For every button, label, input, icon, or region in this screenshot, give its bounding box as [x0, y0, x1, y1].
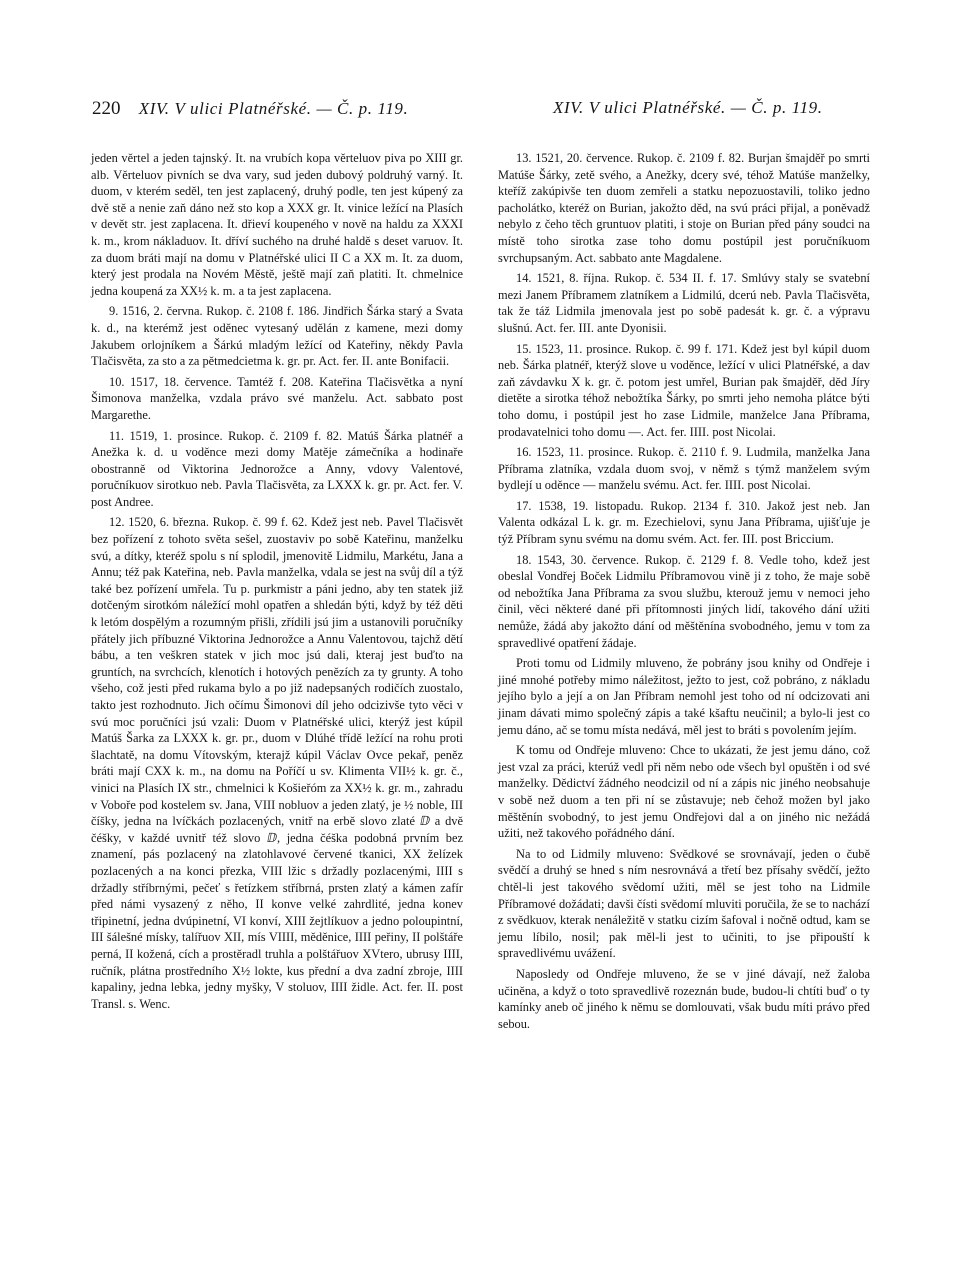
paragraph: Na to od Lidmily mluveno: Svědkové se srovnávají, jeden o čubě svědčí a druhý se hned s ním nesrovnává a třetí bez přísahy svědčí, ježto chtěl-li jest takového svědomí užiti, měl se jest toho na Lidmile Příbramové dožádati; davši čísti svědomí mluviti poručila, že se to nachází z svědkuov, kterak nenáležitě v statku cizím šafoval i nočně odtud, kam se jemu líbilo, nosil; pak měl-li jest to učiniti, to jse připouští k spravedlivému uvážení.: [498, 846, 870, 961]
paragraph: 17. 1538, 19. listopadu. Rukop. 2134 f. 310. Jakož jest neb. Jan Valenta odkázal L k. gr. m. Ezechielovi, synu Jana Příbrama, ujišťuje je týž Příbram synu svému na domu svém. Act. fer. III. post Briccium.: [498, 498, 870, 547]
paragraph: 14. 1521, 8. října. Rukop. č. 534 II. f. 17. Smlúvy staly se svatební mezi Janem Příbramem zlatníkem a Lidmilú, dcerú neb. Pavla Tlačisvěta, tak že táž Lidmila jmenovala jest po sobě padesát k. gr. č. a výpravu slušnú. Act. fer. III. ante Dyonisii.: [498, 271, 870, 335]
paragraph: jeden věrtel a jeden tajnský. It. na vrubích kopa věrteluov piva po XIII gr. alb. Věrteluov pivních se dva vary, sud jeden dubový poldruhý varný. It. duom, v kterém seděl, ten jest zaplacený, druhý podle, ten jest kúpený za dvě stě a nenie zaň dáno než sto kop a XXX gr. It. vinice ležící na Plasích v devět str. jest zaplacena. It. dřieví koupeného v nově na haldu za XXXI k. m., krom nákladuov. It. dříví suchého na druhé haldě s deset varuov. It. za duom bráti mají na domu v Platnéřské ulici II C a XX m. It. za duom, který jest prodala na Novém Městě, ještě mají zaň platiti. It. chmelnice jedna koupená za XX½ k. m. a ta jest zaplacena.: [91, 151, 463, 298]
paragraph: 11. 1519, 1. prosince. Rukop. č. 2109 f. 82. Matúš Šárka platnéř a Anežka k. d. u voděnce mezi domy Matěje zámečníka a hodinaře obostranně od Viktorina Jednorožce a Anny, vdovy Valentové, poručníkuov sirotkuo neb. Pavla Tlačisvěta, za LXXX k. gr. pr. Act. fer. V. post Andree.: [91, 428, 463, 509]
paragraph: 9. 1516, 2. června. Rukop. č. 2108 f. 186. Jindřich Šárka starý a Svata k. d., na kterémž jest oděnec vytesaný udělán z kamene, mezi domy Jakubem orlojníkem a Šárkú mladým ležící od Kateřiny, někdy Pavla Tlačisvěta, za sto a za pětmedcietma k. gr. pr. Act. fer. II. ante Bonifacii.: [91, 304, 463, 369]
left-text-column: [91, 150, 463, 1016]
right-text-column: [498, 150, 870, 1036]
paragraph: K tomu od Ondřeje mluveno: Chce to ukázati, že jest jemu dáno, což jest vzal za práci, kterúž vedl při něm nebo ode všech byl opuštěn i od své manželky. Dědictví žádného neodcizil od ní a zápis nic jiného neobsahuje v sobě než duom a ten při ní se zůstavuje; neb čehož možen byl jako měštěnín svobodný, to jest jemu Ondřejovi dal a on jiného nic nežádá užiti, než takového pořádného dání.: [498, 743, 870, 841]
paragraph: 15. 1523, 11. prosince. Rukop. č. 99 f. 171. Kdež jest byl kúpil duom neb. Šárka platnéř, kterýž slove u voděnce, ležící v ulici Platnéřské, a dav zaň závdavku X k. gr. č. potom jest umřel, Burian pak šmajděř, děd Jíry dietěte a sirotka téhož nebožtíka Šárky, po smrti jeho nemoha plátce býti toho domu, i postúpil jest ho zase Lidmile, manželce Jana Příbrama, prodavatelnici toho domu —. Act. fer. IIII. post Nicolai.: [498, 341, 870, 439]
paragraph: Naposledy od Ondřeje mluveno, že se v jiné dávají, než žaloba učiněna, a když o toto spravedlivě rozeznán bude, budou-li chtíti buď o ty kamínky aneb oč jiného k němu se domlouvati, však budu míti právo před sebou.: [498, 966, 870, 1031]
paragraph: Proti tomu od Lidmily mluveno, že pobrány jsou knihy od Ondřeje i jiné mnohé potřeby mimo náležitost, ježto to jest, což pobráno, z nákladu jejího bylo a její a on Jan Příbram nemohl jest toho od ní odcizovati ani jinam dávati mimo společný zápis a také kšaftu neučinil; a bylo-li jest co jemu dáno, ač se tomu místa nedává, měl jest to bráti s povolením jejím.: [498, 656, 870, 737]
left-page-header: [92, 98, 452, 128]
paragraph: 10. 1517, 18. července. Tamtéž f. 208. Kateřina Tlačisvětka a nyní Šimonova manželka, vzdala právo své manželu. Act. sabbato post Margarethe.: [91, 374, 463, 422]
right-page-header: [553, 98, 853, 128]
right-running-title: XIV. V ulici Platnéřské. — Č. p. 119.: [553, 98, 823, 117]
paragraph: 16. 1523, 11. prosince. Rukop. č. 2110 f. 9. Ludmila, manželka Jana Příbrama zlatníka, vzdala duom svoj, v němž s týmž manželem svým bydlejí u oděnce — manželu svému. Act. fer. IIII. post Nicolai.: [498, 445, 870, 493]
paragraph: 12. 1520, 6. března. Rukop. č. 99 f. 62. Kdež jest neb. Pavel Tlačisvět bez pořízení z tohoto světa sešel, zuostaviv po sobě Kateřinu, manželku svú, a dítky, kteréž spolu s ní splodil, jmenovitě Lidmilu, Markétu, Jana a Annu; též pak Kateřina, neb. Pavla manželka, vdala se jest na svůj díl a týž také bez pořízení umřela. Tu p. purkmistr a páni jedno, aby ten statek již dotčeným sirotkóm náležící mohl opatřen a shledán býti, když by též děti k letóm dospělým a rozumným přišli, zřídili jsú jim a ustanovili poručníky přátely jich příbuzné Viktorina Jednorožce a Annu Valentovou, tajchž dětí bábu, a ten veškren statek v jich moc jsú dali, kteraj jest buďto na gruntích, na svrchcích, klenotích i hotových penězích za ty grunty. A toho všeho, což jesti před rukama bylo a po již nadepsaných rodičích zuostalo, takto jest rozhodnuto. Jich očímu Šimonovi díl jeho odcizivše tyto věci v svú moc poručníci jsú vzali: Duom v Platnéřské ulici, kterýž jest kúpil Matúš Šarka za LXXX k. gr. pr., duom v Dlúhé třídě ležící na rohu proti šlachtatě, na domu Vítovským, kterajž kúpil Václav Ovce pekař, peněz bráti mají CXX k. m., na domu na Poříčí u sv. Klimenta VII½ k. gr. č., vinici na Plasích IX str., chmelnici k Košieřóm za XX½ k. gr. m., zahradu v Voboře pod kostelem sv. Jana, VIII nobluov a jeden zlatý, je ½ noble, III číšky, jedna na lvíčkách pozlacených, vnitř na erbě slovo zlaté ⅅ a dvě čéšky, v každé uvnitř též slovo ⅅ, jedna čéška podobná prvním bez znamení, pás pozlacený na zlatohlavové červené tkanici, XX želízek pozlacených a na konci přezka, VIII lžic s držadly pozlacenými, IIII s držadly stříbrnými, pečeť s řetízkem stříbrná, prsten zlatý a kámen zafír před námi vysazený z něho, II konve velké zahrdlité, jedna konev třipinetní, jedna dvúpinetní, VI konví, XIII žejtlíkuov a jedno poloupintní, III šálešné mísky, talířuov XII, mís VIIII, měděnice, IIII peřiny, II polštáře perná, II kožená, cích a prostěradl truhla a polštářuov XVtero, ubrusy IIII, ručník, plátna prostředního X½ lokte, kus přední a dva zadní zbroje, IIII kapaliny, jedna lebka, jedny myšky, V stoluov, IIII židle. Act. fer. II. post Transl. s. Wenc.: [91, 515, 463, 1011]
paragraph: 13. 1521, 20. července. Rukop. č. 2109 f. 82. Burjan šmajděř po smrti Matúše Šárky, zetě svého, a Anežky, dcery své, téhož Matúše manželky, kteříž zakúpivše ten duom zemřeli a statku nepozuostavili, toliko jedno pacholátko, kteréž on Burian, jakožto děd, na svú práci přijal, a poněvadž nebylo z čeho těch gruntuov platiti, i stoje on Burian před pány soudci na místě toho sirotka zase toho domu postúpil jest poručníkuom svrchupsaným. Act. sabbato ante Magdalene.: [498, 151, 870, 265]
page-number: 220: [92, 98, 121, 119]
left-running-title: XIV. V ulici Platnéřské. — Č. p. 119.: [138, 99, 409, 118]
paragraph: 18. 1543, 30. července. Rukop. č. 2129 f. 8. Vedle toho, kdež jest obeslal Vondřej Boček Lidmilu Příbramovou vině ji z toho, že maje sobě od nebožtíka Jana Příbrama za svou službu, kterouž jemu v nemoci jeho činil, věci některé dané při přítomnosti jiných lidí, takového dání užiti nemůže, žádá aby jakožto dání od měštěnína svobodného, jemu v tom za spravedlivé opatření žádaje.: [498, 552, 870, 650]
